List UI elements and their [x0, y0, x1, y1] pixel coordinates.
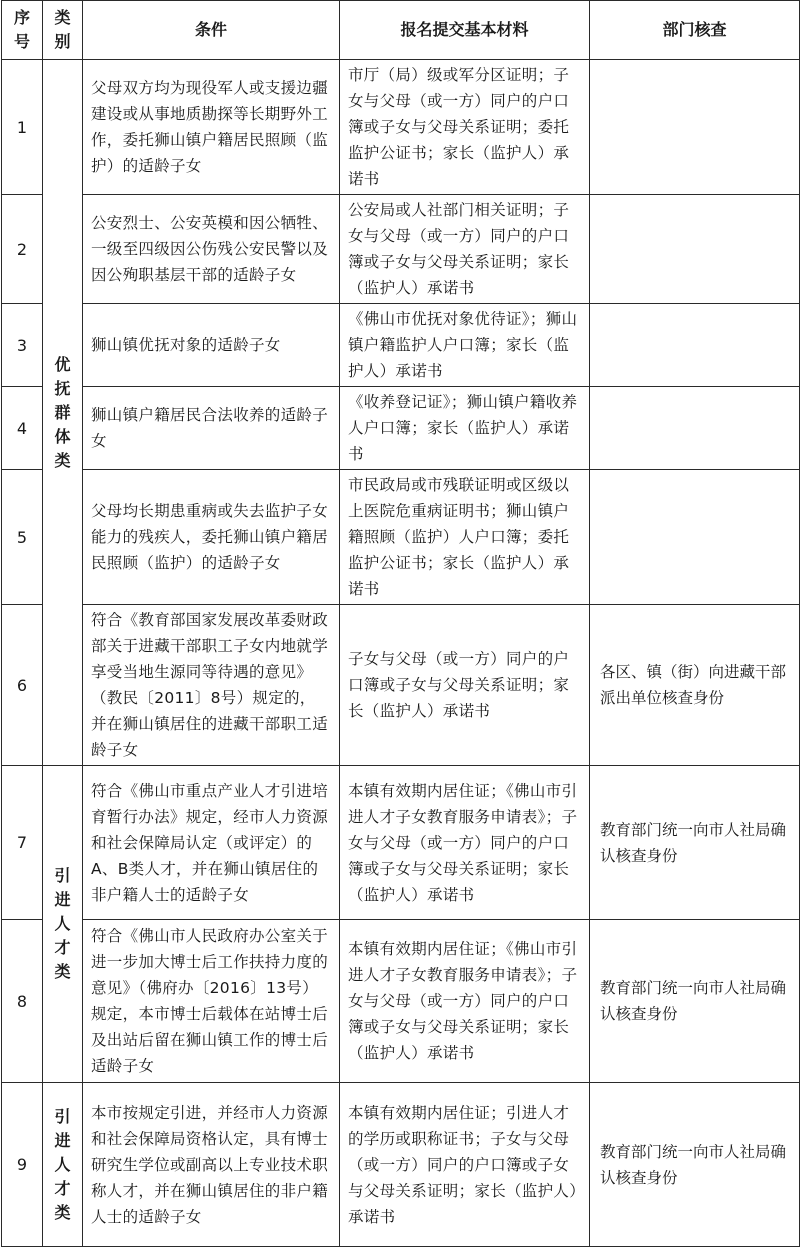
row-dept: 教育部门统一向市人社局确认核查身份 — [590, 920, 800, 1083]
row-condition: 父母双方均为现役军人或支援边疆建设或从事地质勘探等长期野外工作，委托狮山镇户籍居民照顾（监护）的适龄子女 — [83, 60, 340, 195]
table-row — [2, 304, 800, 387]
row-number: 9 — [2, 1083, 43, 1247]
row-materials: 《收养登记证》；狮山镇户籍收养人户口簿；家长（监护人）承诺书 — [340, 387, 590, 470]
row-condition: 符合《教育部国家发展改革委财政部关于进藏干部职工子女内地就学享受当地生源同等待遇的意见》（教民〔2011〕8号）规定的，并在狮山镇居住的进藏干部职工适龄子女 — [83, 605, 340, 766]
row-dept: 教育部门统一向市人社局确认核查身份 — [590, 1083, 800, 1247]
table-row — [2, 470, 800, 605]
header-type: 类别 — [43, 1, 83, 60]
row-dept — [590, 195, 800, 304]
row-number: 4 — [2, 387, 43, 470]
header-row — [2, 1, 800, 60]
row-materials: 本镇有效期内居住证；《佛山市引进人才子女教育服务申请表》；子女与父母（或一方）同户的户口簿或子女与父母关系证明；家长（监护人）承诺书 — [340, 766, 590, 920]
row-condition: 狮山镇优抚对象的适龄子女 — [83, 304, 340, 387]
row-materials: 市民政局或市残联证明或区级以上医院危重病证明书；狮山镇户籍照顾（监护）人户口簿；委托监护公证书；家长（监护人）承诺书 — [340, 470, 590, 605]
row-dept — [590, 304, 800, 387]
header-materials: 报名提交基本材料 — [340, 1, 590, 60]
row-number: 1 — [2, 60, 43, 195]
row-number: 5 — [2, 470, 43, 605]
header-condition: 条件 — [83, 1, 340, 60]
table-row — [2, 195, 800, 304]
row-dept: 教育部门统一向市人社局确认核查身份 — [590, 766, 800, 920]
row-dept — [590, 387, 800, 470]
row-condition: 公安烈士、公安英模和因公牺牲、一级至四级因公伤残公安民警以及因公殉职基层干部的适龄子女 — [83, 195, 340, 304]
row-dept — [590, 60, 800, 195]
row-number: 8 — [2, 920, 43, 1083]
row-condition: 符合《佛山市人民政府办公室关于进一步加大博士后工作扶持力度的意见》（佛府办〔2016〕13号）规定，本市博士后载体在站博士后及出站后留在狮山镇工作的博士后适龄子女 — [83, 920, 340, 1083]
row-condition: 符合《佛山市重点产业人才引进培育暂行办法》规定，经市人力资源和社会保障局认定（或评定）的A、B类人才，并在狮山镇居住的非户籍人士的适龄子女 — [83, 766, 340, 920]
category-youfu: 优抚群体类 — [43, 60, 83, 766]
row-number: 2 — [2, 195, 43, 304]
category-yinjin: 引进人才类 — [43, 766, 83, 1083]
row-dept — [590, 470, 800, 605]
table-row — [2, 1083, 800, 1247]
header-dept: 部门核查 — [590, 1, 800, 60]
row-dept: 各区、镇（街）向进藏干部派出单位核查身份 — [590, 605, 800, 766]
row-materials: 子女与父母（或一方）同户的户口簿或子女与父母关系证明；家长（监护人）承诺书 — [340, 605, 590, 766]
row-number: 6 — [2, 605, 43, 766]
row-materials: 公安局或人社部门相关证明；子女与父母（或一方）同户的户口簿或子女与父母关系证明；家长（监护人）承诺书 — [340, 195, 590, 304]
row-number: 7 — [2, 766, 43, 920]
header-no: 序号 — [2, 1, 43, 60]
row-materials: 市厅（局）级或军分区证明；子女与父母（或一方）同户的户口簿或子女与父母关系证明；委托监护公证书；家长（监护人）承诺书 — [340, 60, 590, 195]
category-yinjin: 引进人才类 — [43, 1083, 83, 1247]
row-materials: 《佛山市优抚对象优待证》；狮山镇户籍监护人户口簿；家长（监护人）承诺书 — [340, 304, 590, 387]
row-condition: 父母均长期患重病或失去监护子女能力的残疾人，委托狮山镇户籍居民照顾（监护）的适龄子女 — [83, 470, 340, 605]
table-row — [2, 920, 800, 1083]
table-row — [2, 766, 800, 920]
policy-table — [1, 0, 800, 1247]
table-row — [2, 605, 800, 766]
row-materials: 本镇有效期内居住证；《佛山市引进人才子女教育服务申请表》；子女与父母（或一方）同户的户口簿或子女与父母关系证明；家长（监护人）承诺书 — [340, 920, 590, 1083]
row-materials: 本镇有效期内居住证；引进人才的学历或职称证书；子女与父母（或一方）同户的户口簿或子女与父母关系证明；家长（监护人）承诺书 — [340, 1083, 590, 1247]
row-condition: 狮山镇户籍居民合法收养的适龄子女 — [83, 387, 340, 470]
table-row — [2, 60, 800, 195]
row-number: 3 — [2, 304, 43, 387]
table-row — [2, 387, 800, 470]
row-condition: 本市按规定引进，并经市人力资源和社会保障局资格认定，具有博士研究生学位或副高以上专业技术职称人才，并在狮山镇居住的非户籍人士的适龄子女 — [83, 1083, 340, 1247]
